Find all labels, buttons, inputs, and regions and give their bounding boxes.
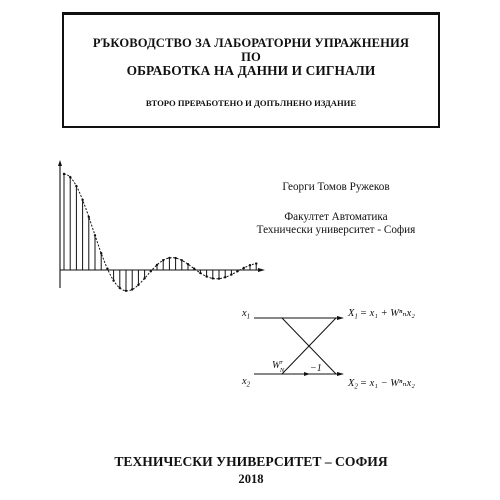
- publication-year: 2018: [238, 472, 264, 486]
- author-university: Технически университет - София: [256, 224, 416, 236]
- edition-subtitle: ВТОРО ПРЕРАБОТЕНО И ДОПЪЛНЕНО ИЗДАНИЕ: [145, 98, 357, 108]
- plot-x-arrow: [258, 268, 265, 272]
- plot-envelope-curve: [64, 174, 258, 291]
- plot-y-arrow: [58, 160, 62, 166]
- butterfly-output-bottom: $X_2 = x_1 - W^n_nx_2$: [348, 378, 415, 390]
- title-line-2: ПО: [241, 50, 261, 64]
- butterfly-input-top: $x_1$: [242, 308, 251, 321]
- butterfly-arrow-bottom: [337, 372, 344, 376]
- author-name: Георги Томов Ружеков: [282, 181, 390, 193]
- author-faculty: Факултет Автоматика: [284, 211, 388, 223]
- sampled-signal-illustration: [58, 160, 268, 295]
- publisher-name: ТЕХНИЧЕСКИ УНИВЕРСИТЕТ – СОФИЯ: [114, 454, 388, 469]
- butterfly-diagram: [240, 298, 430, 390]
- butterfly-input-bottom: $x_2$: [242, 376, 251, 389]
- frame-right-rule: [438, 12, 440, 128]
- title-line-1: РЪКОВОДСТВО ЗА ЛАБОРАТОРНИ УПРАЖНЕНИЯ: [92, 36, 410, 50]
- butterfly-arrow-top: [337, 316, 344, 320]
- butterfly-twiddle-factor: $W^r$ N: [272, 359, 285, 374]
- frame-top-rule: [62, 12, 440, 15]
- butterfly-output-top: $X_1 = x_1 + W^n_nx_2$: [348, 308, 415, 321]
- butterfly-minus-one: −1: [310, 363, 322, 374]
- frame-bottom-rule: [62, 126, 440, 128]
- title-line-3: ОБРАБОТКА НА ДАННИ И СИГНАЛИ: [126, 63, 376, 78]
